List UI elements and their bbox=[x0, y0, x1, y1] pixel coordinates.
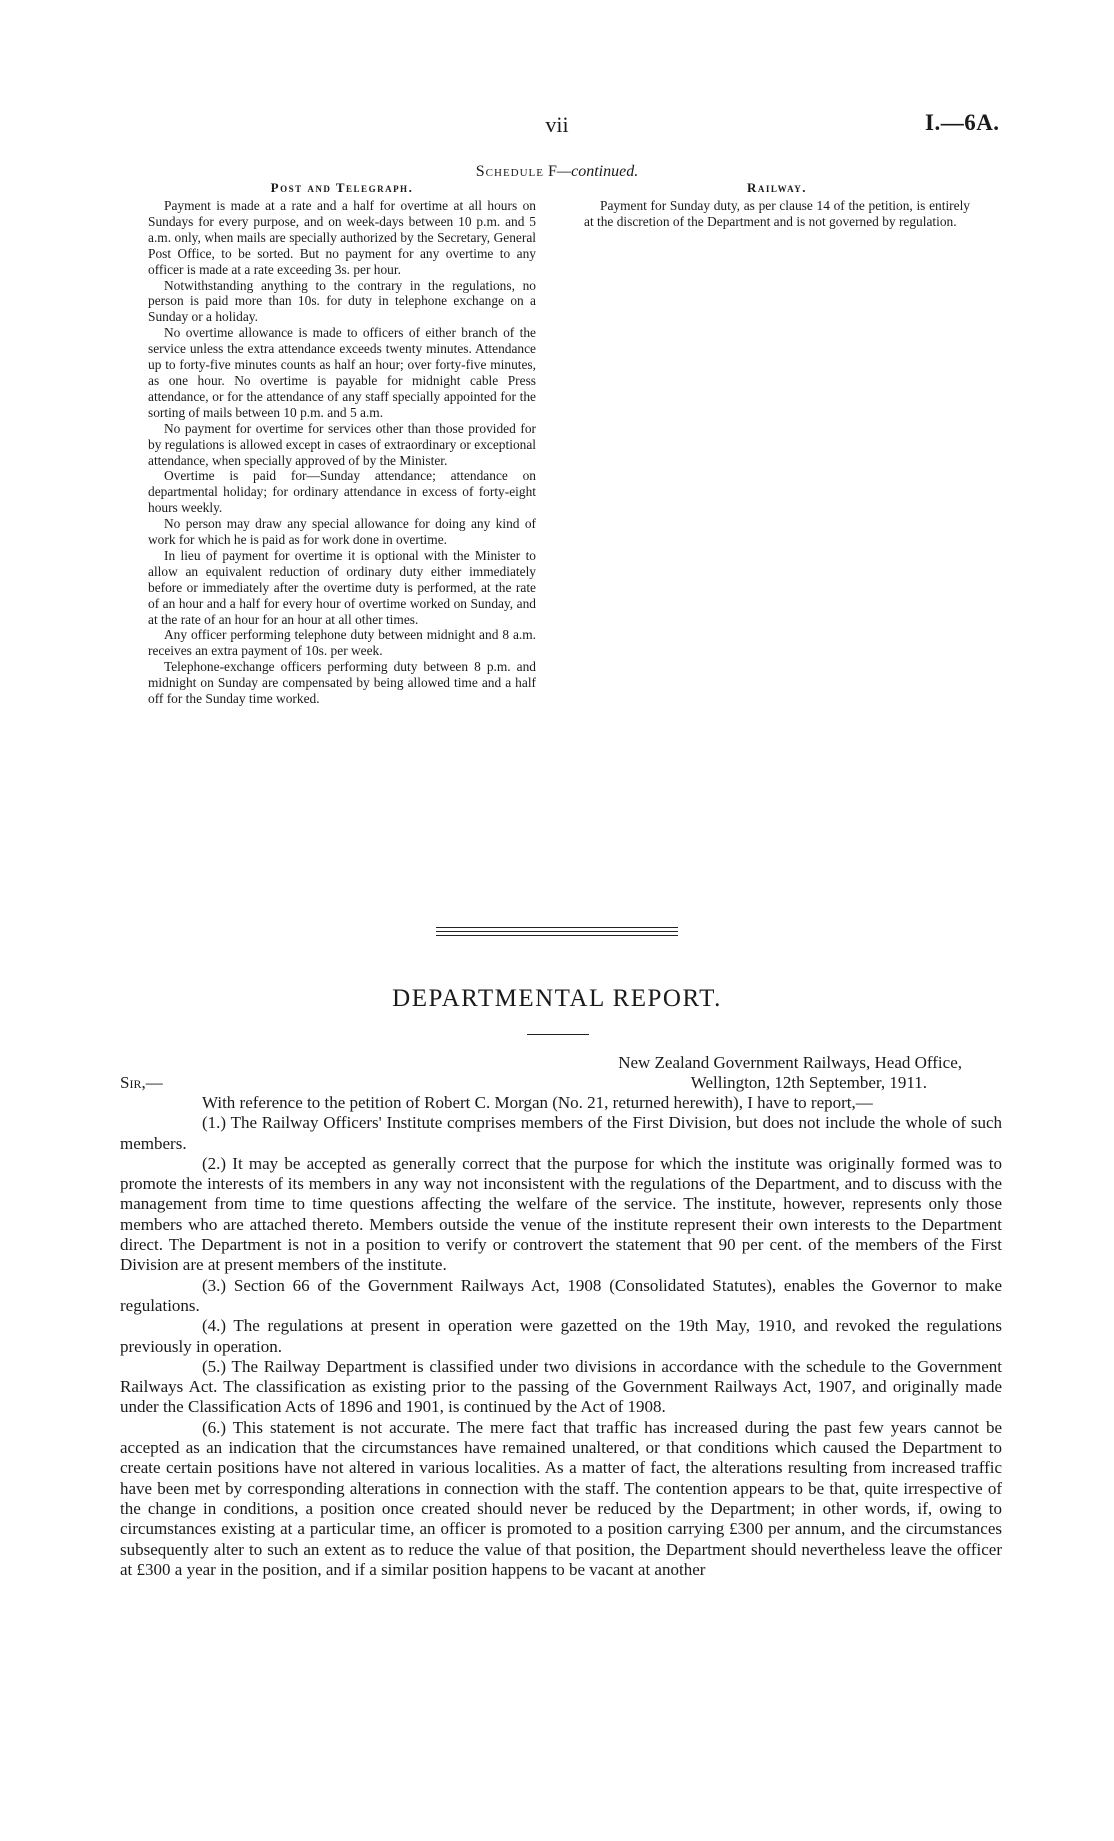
report-paragraph: (6.) This statement is not accurate. The mere fact that traffic has increased during the past few years cannot be accepted as an indication that the circumstances have remained unaltered, or that conditions which caused the Department to create certain positions have not altered in various localities. As a matter of fact, the alterations resulting from increased traffic have been met by corresponding alterations in connection with the staff. The contention appears to be that, quite irrespective of the change in conditions, a position once created should never be reduced by the Department; in other words, if, owing to circumstances existing at a particular time, an officer is promoted to a position carrying £300 per annum, and the circumstances subsequently alter to such an extent as to reduce the value of that position, the Department should nevertheless leave the officer at £300 a year in the position, and if a similar position happens to be vacant at another bbox=[120, 1417, 1002, 1579]
post-telegraph-paragraph: No payment for overtime for services other than those provided for by regulations is allowed except in cases of extraordinary or exceptional attendance, when specially approved of by the Minister. bbox=[148, 420, 536, 468]
post-telegraph-paragraph: Notwithstanding anything to the contrary in the regulations, no person is paid more than 10s. for duty in telephone exchange on a Sunday or a holiday. bbox=[148, 277, 536, 325]
sender-address: New Zealand Government Railways, Head Office, bbox=[618, 1053, 962, 1072]
report-paragraph: (2.) It may be accepted as generally correct that the purpose for which the institute was originally formed was to promote the interests of its members in any way not inconsistent with the regulations of the Department, and to discuss with the management from time to time questions affecting the welfare of the service. The institute, however, represents only those members who are attached thereto. Members outside the venue of the institute represent their own interests to the Department direct. The Department is not in a position to verify or controvert the statement that 90 per cent. of the members of the First Division are at present members of the institute. bbox=[120, 1153, 1002, 1275]
report-paragraph: (5.) The Railway Department is classified under two divisions in accordance with the schedule to the Government Railways Act. The classification as existing prior to the passing of the Government Railways Act, 1907, and originally made under the Classification Acts of 1896 and 1901, is continued by the Act of 1908. bbox=[120, 1356, 1002, 1417]
post-telegraph-paragraph: Any officer performing telephone duty between midnight and 8 a.m. receives an extra payment of 10s. per week. bbox=[148, 627, 536, 659]
place-date: Wellington, 12th September, 1911. bbox=[690, 1073, 927, 1092]
railway-paragraph: Payment for Sunday duty, as per clause 14 of the petition, is entirely at the discretion of the Department and is not governed by regulation. bbox=[584, 198, 970, 229]
post-telegraph-paragraph: No overtime allowance is made to officers of either branch of the service unless the extra attendance exceeds twenty minutes. Attendance up to forty-five minutes counts as half an hour; over forty-five minutes, as one hour. No overtime is payable for midnight cable Press attendance, or for the attendance of any staff specially appointed for the sorting of mails between 10 p.m. and 5 a.m. bbox=[148, 325, 536, 420]
report-paragraph: (4.) The regulations at present in operation were gazetted on the 19th May, 1910, and revoked the regulations previously in operation. bbox=[120, 1316, 1002, 1356]
page-number: vii bbox=[545, 112, 569, 137]
report-paragraph: With reference to the petition of Robert C. Morgan (No. 21, returned herewith), I have to report,— bbox=[202, 1093, 873, 1112]
post-telegraph-paragraph: In lieu of payment for overtime it is optional with the Minister to allow an equivalent reduction of ordinary duty either immediately before or immediately after the overtime duty is performed, at the rate of an hour and a half for every hour of overtime worked on Sunday, and at the rate of an hour for an hour at all other times. bbox=[148, 547, 536, 627]
report-body bbox=[120, 1093, 1002, 1580]
salutation: Sir,— bbox=[120, 1073, 163, 1092]
report-title: DEPARTMENTAL REPORT. bbox=[392, 985, 722, 1012]
section-divider bbox=[436, 935, 678, 936]
post-telegraph-heading: Post and Telegraph. bbox=[270, 180, 414, 195]
railway-heading: Railway. bbox=[747, 180, 807, 195]
schedule-word: Schedule bbox=[475, 163, 544, 180]
post-telegraph-paragraph: No person may draw any special allowance for doing any kind of work for which he is paid as for work done in overtime. bbox=[148, 516, 536, 548]
post-telegraph-section bbox=[148, 180, 536, 707]
railway-text bbox=[584, 198, 970, 230]
title-rule bbox=[527, 1034, 589, 1035]
post-telegraph-paragraph: Telephone-exchange officers performing duty between 8 p.m. and midnight on Sunday are compensated by being allowed time and a half off for the Sunday time worked. bbox=[148, 659, 536, 707]
schedule-heading bbox=[0, 163, 1114, 181]
report-paragraph: (1.) The Railway Officers' Institute comprises members of the First Division, but does not include the whole of such members. bbox=[120, 1113, 1002, 1153]
section-divider bbox=[436, 931, 678, 932]
report-paragraph: (3.) Section 66 of the Government Railways Act, 1908 (Consolidated Statutes), enables the Governor to make regulations. bbox=[120, 1275, 1002, 1315]
schedule-letter: F bbox=[548, 163, 557, 180]
post-telegraph-paragraph: Overtime is paid for—Sunday attendance; attendance on departmental holiday; for ordinary attendance in excess of forty-eight hours weekly. bbox=[148, 468, 536, 516]
salutation-line bbox=[120, 1073, 1002, 1093]
letter-header bbox=[120, 1053, 1002, 1093]
post-telegraph-paragraph: Payment is made at a rate and a half for overtime at all hours on Sundays for every purpose, and on week-days between 10 p.m. and 5 a.m. only, when mails are specially authorized by the Secretary, General Post Office, to be sorted. But no payment for any overtime to any officer is made at a rate exceeding 3s. per hour. bbox=[148, 198, 536, 277]
schedule-continued: —continued. bbox=[556, 163, 639, 180]
section-divider bbox=[436, 927, 678, 928]
document-reference: I.—6A. bbox=[925, 110, 1000, 135]
railway-section bbox=[584, 180, 970, 230]
post-telegraph-text bbox=[148, 198, 536, 707]
